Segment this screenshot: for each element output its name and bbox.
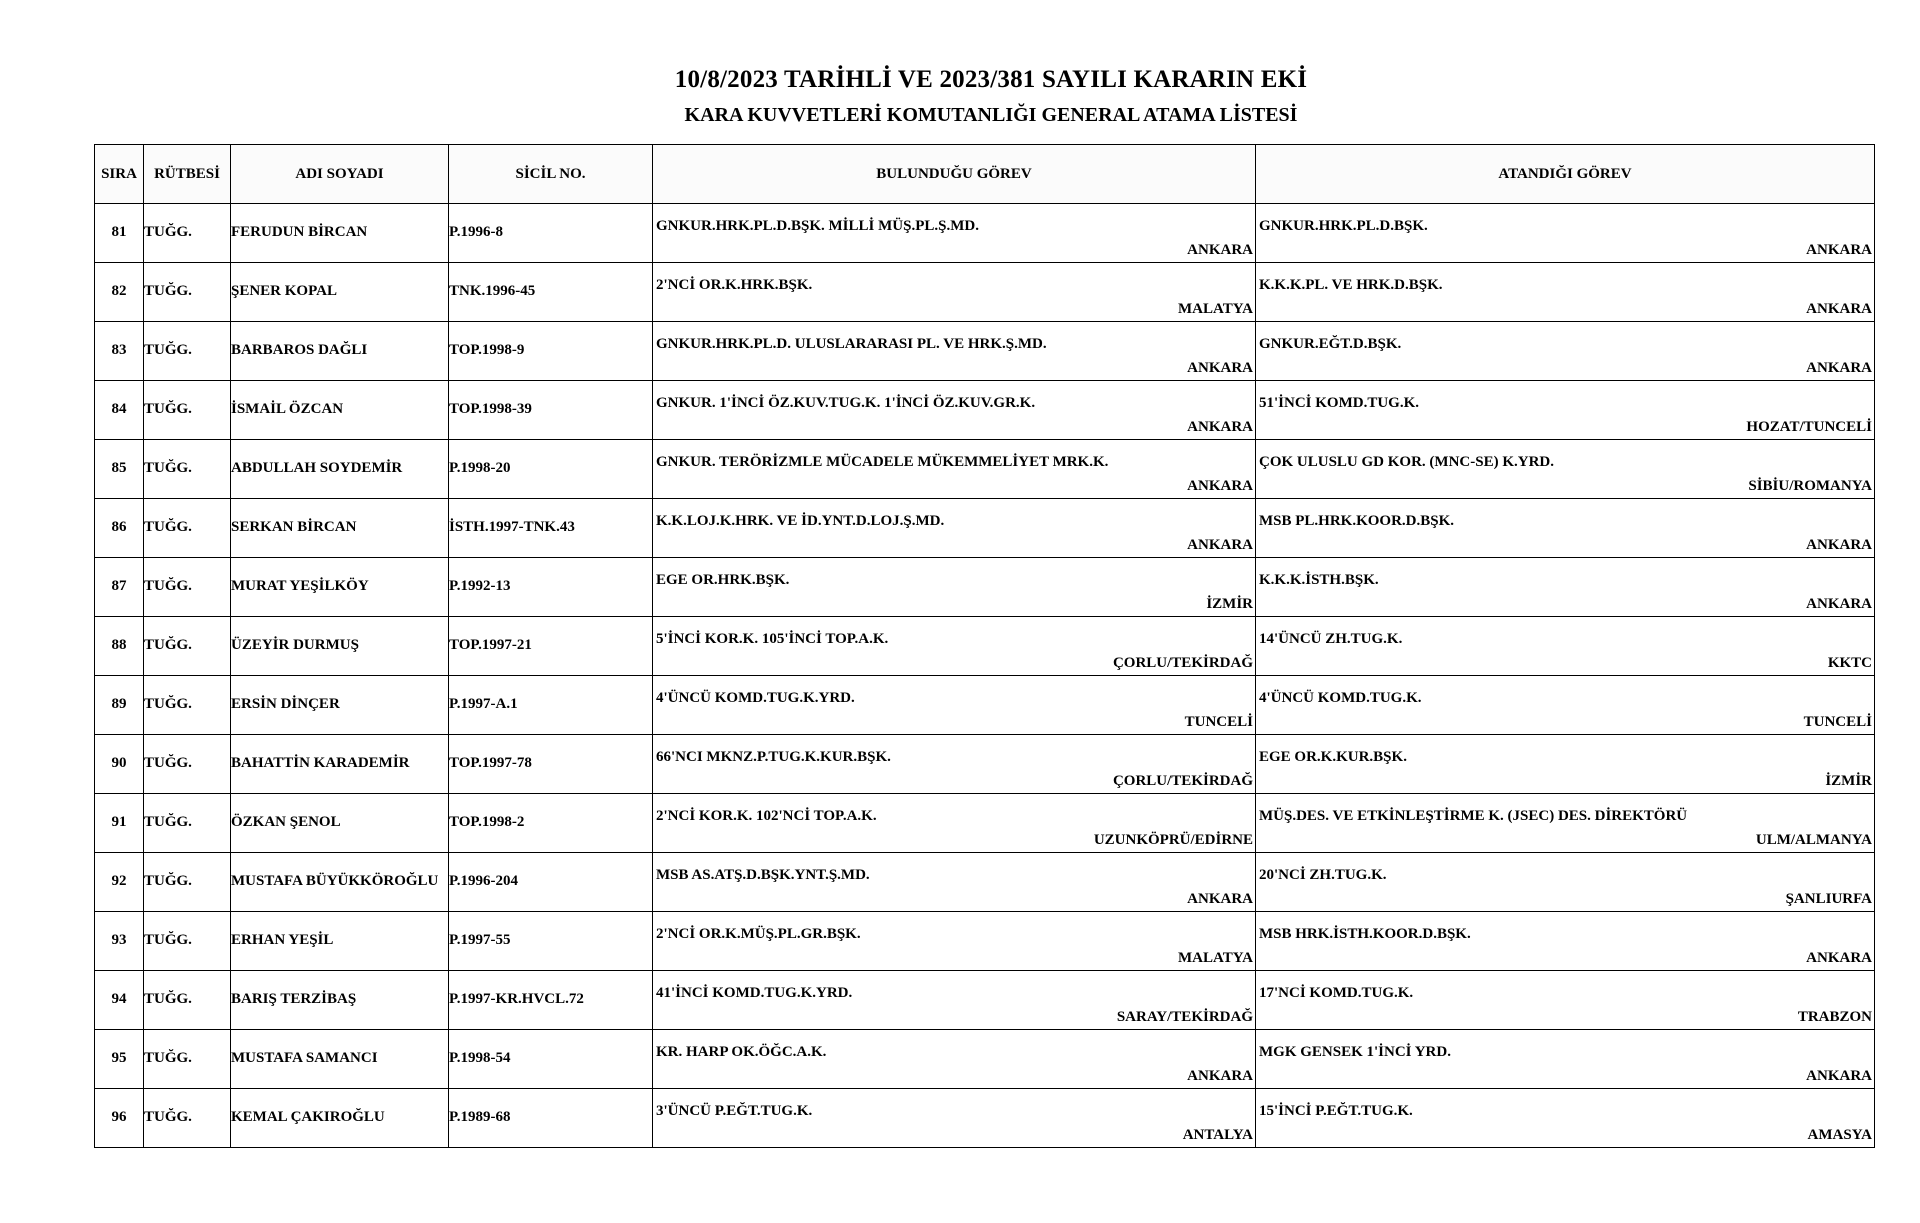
cell-adi-soyadi: KEMAL ÇAKIROĞLU xyxy=(231,1089,449,1148)
cell-sicil-no: P.1997-A.1 xyxy=(449,676,653,735)
table-row xyxy=(95,1030,1875,1089)
cell-atandigi-gorev-location: ULM/ALMANYA xyxy=(1755,831,1872,848)
cell-atandigi-gorev-text: MSB HRK.İSTH.KOOR.D.BŞK. xyxy=(1259,926,1471,942)
table-row xyxy=(95,381,1875,440)
cell-adi-soyadi: BARIŞ TERZİBAŞ xyxy=(231,971,449,1030)
table-row xyxy=(95,971,1875,1030)
table-row xyxy=(95,794,1875,853)
cell-sicil-no: P.1997-KR.HVCL.72 xyxy=(449,971,653,1030)
cell-bulundugu-gorev xyxy=(653,912,1256,971)
cell-bulundugu-gorev-location: ÇORLU/TEKİRDAĞ xyxy=(1112,654,1253,671)
cell-atandigi-gorev-location: İZMİR xyxy=(1825,772,1872,789)
cell-atandigi-gorev xyxy=(1256,971,1875,1030)
table-header-row xyxy=(95,145,1875,204)
cell-rutbe: TUĞG. xyxy=(144,1030,231,1089)
cell-bulundugu-gorev xyxy=(653,617,1256,676)
cell-atandigi-gorev xyxy=(1256,735,1875,794)
table-row xyxy=(95,676,1875,735)
cell-atandigi-gorev-text: 4'ÜNCÜ KOMD.TUG.K. xyxy=(1259,690,1422,706)
cell-bulundugu-gorev xyxy=(653,263,1256,322)
cell-sicil-no: TOP.1998-9 xyxy=(449,322,653,381)
cell-adi-soyadi: FERUDUN BİRCAN xyxy=(231,204,449,263)
table-row xyxy=(95,440,1875,499)
cell-bulundugu-gorev-text: GNKUR. 1'İNCİ ÖZ.KUV.TUG.K. 1'İNCİ ÖZ.KUV.GR.K. xyxy=(656,395,1036,411)
cell-atandigi-gorev xyxy=(1256,676,1875,735)
cell-sicil-no: TOP.1998-39 xyxy=(449,381,653,440)
cell-bulundugu-gorev-location: SARAY/TEKİRDAĞ xyxy=(1116,1008,1253,1025)
cell-atandigi-gorev-text: GNKUR.EĞT.D.BŞK. xyxy=(1259,336,1402,352)
cell-sira: 95 xyxy=(95,1030,144,1089)
cell-sira: 81 xyxy=(95,204,144,263)
cell-bulundugu-gorev-text: 41'İNCİ KOMD.TUG.K.YRD. xyxy=(656,985,853,1001)
table-body xyxy=(95,204,1875,1148)
cell-sira: 85 xyxy=(95,440,144,499)
cell-rutbe: TUĞG. xyxy=(144,676,231,735)
cell-rutbe: TUĞG. xyxy=(144,853,231,912)
cell-bulundugu-gorev xyxy=(653,440,1256,499)
cell-atandigi-gorev-location: AMASYA xyxy=(1807,1126,1872,1143)
cell-sicil-no: TOP.1998-2 xyxy=(449,794,653,853)
cell-bulundugu-gorev-text: 4'ÜNCÜ KOMD.TUG.K.YRD. xyxy=(656,690,855,706)
table-row xyxy=(95,735,1875,794)
cell-rutbe: TUĞG. xyxy=(144,499,231,558)
cell-atandigi-gorev-location: ANKARA xyxy=(1806,595,1872,612)
cell-atandigi-gorev-text: 17'NCİ KOMD.TUG.K. xyxy=(1259,985,1414,1001)
cell-rutbe: TUĞG. xyxy=(144,912,231,971)
cell-sira: 94 xyxy=(95,971,144,1030)
cell-adi-soyadi: ÖZKAN ŞENOL xyxy=(231,794,449,853)
cell-sicil-no: TNK.1996-45 xyxy=(449,263,653,322)
cell-adi-soyadi: BARBAROS DAĞLI xyxy=(231,322,449,381)
cell-adi-soyadi: ERHAN YEŞİL xyxy=(231,912,449,971)
table-row xyxy=(95,558,1875,617)
cell-atandigi-gorev xyxy=(1256,853,1875,912)
cell-bulundugu-gorev xyxy=(653,322,1256,381)
cell-bulundugu-gorev-text: KR. HARP OK.ÖĞC.A.K. xyxy=(656,1044,827,1060)
column-header-sira: SIRA xyxy=(95,145,144,204)
cell-adi-soyadi: İSMAİL ÖZCAN xyxy=(231,381,449,440)
cell-bulundugu-gorev xyxy=(653,1089,1256,1148)
column-header-adi-soyadi: ADI SOYADI xyxy=(231,145,449,204)
cell-bulundugu-gorev-text: 2'NCİ OR.K.HRK.BŞK. xyxy=(656,277,813,293)
cell-bulundugu-gorev-location: UZUNKÖPRÜ/EDİRNE xyxy=(1093,831,1253,848)
cell-sira: 82 xyxy=(95,263,144,322)
document-title: 10/8/2023 TARİHLİ VE 2023/381 SAYILI KARARIN EKİ xyxy=(674,66,1308,93)
document-subtitle: KARA KUVVETLERİ KOMUTANLIĞI GENERAL ATAMA LİSTESİ xyxy=(684,104,1298,126)
cell-bulundugu-gorev xyxy=(653,1030,1256,1089)
cell-bulundugu-gorev-location: ANKARA xyxy=(1187,536,1253,553)
column-header-rutbesi: RÜTBESİ xyxy=(144,145,231,204)
cell-bulundugu-gorev-location: İZMİR xyxy=(1206,595,1253,612)
cell-atandigi-gorev-text: GNKUR.HRK.PL.D.BŞK. xyxy=(1259,218,1428,234)
cell-atandigi-gorev xyxy=(1256,1030,1875,1089)
cell-sira: 83 xyxy=(95,322,144,381)
cell-bulundugu-gorev-location: ANKARA xyxy=(1187,418,1253,435)
cell-sicil-no: P.1998-54 xyxy=(449,1030,653,1089)
cell-adi-soyadi: ABDULLAH SOYDEMİR xyxy=(231,440,449,499)
cell-bulundugu-gorev xyxy=(653,499,1256,558)
cell-rutbe: TUĞG. xyxy=(144,558,231,617)
cell-rutbe: TUĞG. xyxy=(144,1089,231,1148)
cell-bulundugu-gorev-location: ANKARA xyxy=(1187,890,1253,907)
cell-atandigi-gorev xyxy=(1256,204,1875,263)
cell-adi-soyadi: MUSTAFA BÜYÜKKÖROĞLU xyxy=(231,853,449,912)
cell-atandigi-gorev xyxy=(1256,912,1875,971)
cell-bulundugu-gorev-text: MSB AS.ATŞ.D.BŞK.YNT.Ş.MD. xyxy=(656,867,870,883)
cell-rutbe: TUĞG. xyxy=(144,322,231,381)
cell-atandigi-gorev-location: ANKARA xyxy=(1806,536,1872,553)
cell-bulundugu-gorev xyxy=(653,794,1256,853)
cell-atandigi-gorev-location: ANKARA xyxy=(1806,300,1872,317)
cell-sicil-no: P.1992-13 xyxy=(449,558,653,617)
cell-sira: 96 xyxy=(95,1089,144,1148)
cell-sira: 87 xyxy=(95,558,144,617)
column-header-bulundugu-gorev: BULUNDUĞU GÖREV xyxy=(653,145,1256,204)
cell-bulundugu-gorev xyxy=(653,971,1256,1030)
cell-adi-soyadi: MURAT YEŞİLKÖY xyxy=(231,558,449,617)
cell-bulundugu-gorev xyxy=(653,204,1256,263)
table-row xyxy=(95,499,1875,558)
cell-sicil-no: P.1998-20 xyxy=(449,440,653,499)
cell-adi-soyadi: ŞENER KOPAL xyxy=(231,263,449,322)
cell-atandigi-gorev-text: 20'NCİ ZH.TUG.K. xyxy=(1259,867,1387,883)
cell-bulundugu-gorev xyxy=(653,558,1256,617)
table-row xyxy=(95,204,1875,263)
table-row xyxy=(95,853,1875,912)
cell-atandigi-gorev-location: ANKARA xyxy=(1806,241,1872,258)
column-header-sicil-no: SİCİL NO. xyxy=(449,145,653,204)
cell-sira: 88 xyxy=(95,617,144,676)
cell-atandigi-gorev-location: ANKARA xyxy=(1806,359,1872,376)
table-row xyxy=(95,1089,1875,1148)
cell-sicil-no: TOP.1997-78 xyxy=(449,735,653,794)
cell-bulundugu-gorev-location: ANTALYA xyxy=(1182,1126,1253,1143)
cell-sicil-no: TOP.1997-21 xyxy=(449,617,653,676)
cell-atandigi-gorev-text: 51'İNCİ KOMD.TUG.K. xyxy=(1259,395,1420,411)
cell-rutbe: TUĞG. xyxy=(144,204,231,263)
cell-adi-soyadi: SERKAN BİRCAN xyxy=(231,499,449,558)
cell-atandigi-gorev-text: 14'ÜNCÜ ZH.TUG.K. xyxy=(1259,631,1403,647)
cell-rutbe: TUĞG. xyxy=(144,440,231,499)
cell-bulundugu-gorev-text: GNKUR.HRK.PL.D.BŞK. MİLLİ MÜŞ.PL.Ş.MD. xyxy=(656,218,979,234)
cell-bulundugu-gorev-text: K.K.LOJ.K.HRK. VE İD.YNT.D.LOJ.Ş.MD. xyxy=(656,513,945,529)
cell-sicil-no: P.1996-204 xyxy=(449,853,653,912)
cell-sicil-no: P.1997-55 xyxy=(449,912,653,971)
cell-atandigi-gorev-text: 15'İNCİ P.EĞT.TUG.K. xyxy=(1259,1103,1413,1119)
cell-bulundugu-gorev-location: MALATYA xyxy=(1177,300,1253,317)
cell-sicil-no: P.1989-68 xyxy=(449,1089,653,1148)
cell-rutbe: TUĞG. xyxy=(144,971,231,1030)
cell-atandigi-gorev xyxy=(1256,322,1875,381)
cell-atandigi-gorev-text: MGK GENSEK 1'İNCİ YRD. xyxy=(1259,1044,1451,1060)
cell-atandigi-gorev-location: TUNCELİ xyxy=(1803,713,1872,730)
cell-atandigi-gorev-location: KKTC xyxy=(1827,654,1872,671)
cell-adi-soyadi: BAHATTİN KARADEMİR xyxy=(231,735,449,794)
cell-bulundugu-gorev-location: ANKARA xyxy=(1187,477,1253,494)
cell-sira: 90 xyxy=(95,735,144,794)
cell-bulundugu-gorev xyxy=(653,381,1256,440)
table-row xyxy=(95,912,1875,971)
table-row xyxy=(95,263,1875,322)
cell-atandigi-gorev-text: MSB PL.HRK.KOOR.D.BŞK. xyxy=(1259,513,1455,529)
cell-atandigi-gorev xyxy=(1256,1089,1875,1148)
cell-atandigi-gorev-location: TRABZON xyxy=(1797,1008,1872,1025)
cell-bulundugu-gorev-text: 2'NCİ OR.K.MÜŞ.PL.GR.BŞK. xyxy=(656,926,861,942)
cell-atandigi-gorev xyxy=(1256,617,1875,676)
cell-atandigi-gorev xyxy=(1256,440,1875,499)
cell-atandigi-gorev-location: HOZAT/TUNCELİ xyxy=(1746,418,1872,435)
cell-bulundugu-gorev-text: GNKUR.HRK.PL.D. ULUSLARARASI PL. VE HRK.Ş.MD. xyxy=(656,336,1047,352)
cell-rutbe: TUĞG. xyxy=(144,794,231,853)
cell-bulundugu-gorev xyxy=(653,735,1256,794)
cell-atandigi-gorev-text: K.K.K.PL. VE HRK.D.BŞK. xyxy=(1259,277,1443,293)
cell-sicil-no: İSTH.1997-TNK.43 xyxy=(449,499,653,558)
cell-sicil-no: P.1996-8 xyxy=(449,204,653,263)
cell-atandigi-gorev-location: ANKARA xyxy=(1806,949,1872,966)
cell-atandigi-gorev xyxy=(1256,558,1875,617)
cell-atandigi-gorev xyxy=(1256,381,1875,440)
cell-sira: 86 xyxy=(95,499,144,558)
cell-atandigi-gorev-location: ŞANLIURFA xyxy=(1785,890,1872,907)
cell-bulundugu-gorev-text: 3'ÜNCÜ P.EĞT.TUG.K. xyxy=(656,1103,813,1119)
cell-bulundugu-gorev-text: GNKUR. TERÖRİZMLE MÜCADELE MÜKEMMELİYET MRK.K. xyxy=(656,454,1109,470)
cell-bulundugu-gorev-location: MALATYA xyxy=(1177,949,1253,966)
cell-atandigi-gorev-text: K.K.K.İSTH.BŞK. xyxy=(1259,572,1379,588)
cell-bulundugu-gorev-location: ANKARA xyxy=(1187,1067,1253,1084)
cell-bulundugu-gorev-location: TUNCELİ xyxy=(1184,713,1253,730)
cell-atandigi-gorev xyxy=(1256,794,1875,853)
assignment-table xyxy=(94,144,1875,1148)
cell-bulundugu-gorev-text: 66'NCI MKNZ.P.TUG.K.KUR.BŞK. xyxy=(656,749,891,765)
cell-rutbe: TUĞG. xyxy=(144,263,231,322)
cell-atandigi-gorev-text: ÇOK ULUSLU GD KOR. (MNC-SE) K.YRD. xyxy=(1259,454,1555,470)
cell-bulundugu-gorev xyxy=(653,853,1256,912)
cell-bulundugu-gorev-location: ÇORLU/TEKİRDAĞ xyxy=(1112,772,1253,789)
cell-rutbe: TUĞG. xyxy=(144,381,231,440)
cell-sira: 91 xyxy=(95,794,144,853)
cell-bulundugu-gorev xyxy=(653,676,1256,735)
cell-bulundugu-gorev-location: ANKARA xyxy=(1187,359,1253,376)
cell-bulundugu-gorev-text: EGE OR.HRK.BŞK. xyxy=(656,572,790,588)
column-header-atandigi-gorev: ATANDIĞI GÖREV xyxy=(1256,145,1875,204)
cell-rutbe: TUĞG. xyxy=(144,617,231,676)
cell-atandigi-gorev xyxy=(1256,263,1875,322)
cell-atandigi-gorev-text: EGE OR.K.KUR.BŞK. xyxy=(1259,749,1407,765)
cell-adi-soyadi: MUSTAFA SAMANCI xyxy=(231,1030,449,1089)
cell-adi-soyadi: ERSİN DİNÇER xyxy=(231,676,449,735)
cell-sira: 89 xyxy=(95,676,144,735)
cell-sira: 92 xyxy=(95,853,144,912)
cell-bulundugu-gorev-location: ANKARA xyxy=(1187,241,1253,258)
cell-atandigi-gorev-location: ANKARA xyxy=(1806,1067,1872,1084)
table-row xyxy=(95,322,1875,381)
cell-sira: 84 xyxy=(95,381,144,440)
cell-atandigi-gorev xyxy=(1256,499,1875,558)
table-row xyxy=(95,617,1875,676)
cell-bulundugu-gorev-text: 2'NCİ KOR.K. 102'NCİ TOP.A.K. xyxy=(656,808,877,824)
cell-atandigi-gorev-text: MÜŞ.DES. VE ETKİNLEŞTİRME K. (JSEC) DES. DİREKTÖRÜ xyxy=(1259,808,1688,824)
cell-atandigi-gorev-location: SİBİU/ROMANYA xyxy=(1748,477,1872,494)
cell-sira: 93 xyxy=(95,912,144,971)
cell-bulundugu-gorev-text: 5'İNCİ KOR.K. 105'İNCİ TOP.A.K. xyxy=(656,631,889,647)
cell-adi-soyadi: ÜZEYİR DURMUŞ xyxy=(231,617,449,676)
cell-rutbe: TUĞG. xyxy=(144,735,231,794)
